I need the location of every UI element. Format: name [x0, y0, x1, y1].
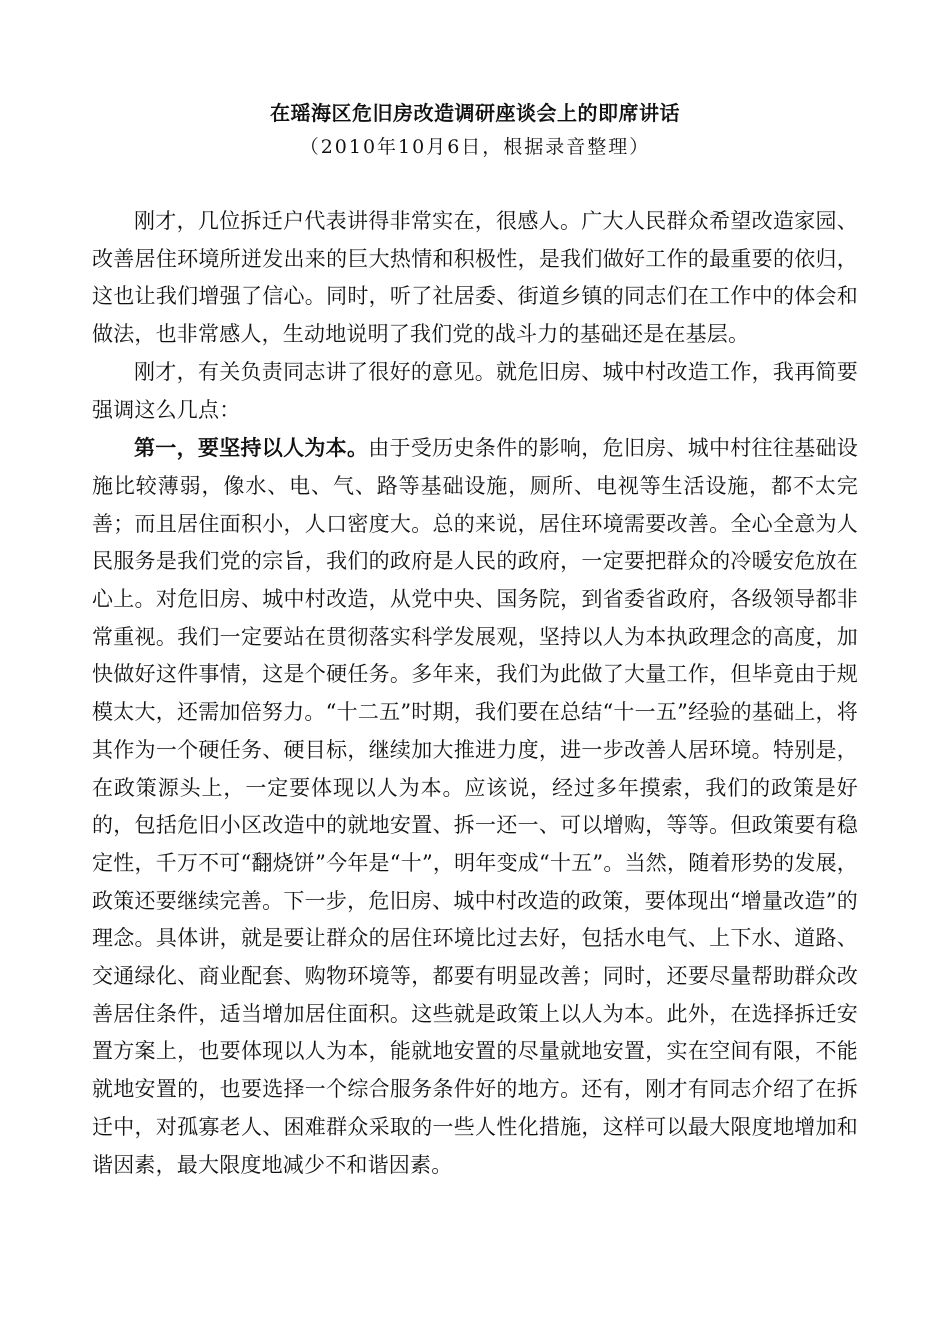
document-title: 在瑶海区危旧房改造调研座谈会上的即席讲话: [270, 101, 680, 125]
paragraph-3-text: 由于受历史条件的影响，危旧房、城中村往往基础设施比较薄弱，像水、电、气、路等基础设施，厕所、电视等生活设施，都不太完善；而且居住面积小，人口密度大。总的来说，居住环境需要改善。全心全意为人民服务是我们党的宗旨，我们的政府是人民的政府，一定要把群众的冷暖安危放在心上。对危旧房、城中村改造，从党中央、国务院，到省委省政府，各级领导都非常重视。我们一定要站在贯彻落实科学发展观，坚持以人为本执政理念的高度，加快做好这件事情，这是个硬任务。多年来，我们为此做了大量工作，但毕竟由于规模太大，还需加倍努力。“十二五”时期，我们要在总结“十一五”经验的基础上，将其作为一个硬任务、硬目标，继续加大推进力度，进一步改善人居环境。特别是，在政策源头上，一定要体现以人为本。应该说，经过多年摸索，我们的政策是好的，包括危旧小区改造中的就地安置、拆一还一、可以增购，等等。但政策要有稳定性，千万不可“翻烧饼”今年是“十”，明年变成“十五”。当然，随着形势的发展，政策还要继续完善。下一步，危旧房、城中村改造的政策，要体现出“增量改造”的理念。具体讲，就是要让群众的居住环境比过去好，包括水电气、上下水、道路、交通绿化、商业配套、购物环境等，都要有明显改善；同时，还要尽量帮助群众改善居住条件，适当增加居住面积。这些就是政策上以人为本。此外，在选择拆迁安置方案上，也要体现以人为本，能就地安置的尽量就地安置，实在空间有限，不能就地安置的，也要选择一个综合服务条件好的地方。还有，刚才有同志介绍了在拆迁中，对孤寡老人、困难群众采取的一些人性化措施，这样可以最大限度地增加和谐因素，最大限度地减少不和谐因素。: [92, 436, 858, 1177]
paragraph-1-text: 刚才，几位拆迁户代表讲得非常实在，很感人。广大人民群众希望改造家园、改善居住环境所迸发出来的巨大热情和积极性，是我们做好工作的最重要的依归，这也让我们增强了信心。同时，听了社居委、街道乡镇的同志们在工作中的体会和做法，也非常感人，生动地说明了我们党的战斗力的基础还是在基层。: [92, 209, 858, 347]
paragraph-1: [92, 203, 858, 354]
document-body: [92, 203, 858, 1184]
paragraph-2: [92, 354, 858, 429]
paragraph-3: [92, 429, 858, 1184]
document-subtitle: （2010年10月6日，根据录音整理）: [299, 136, 651, 158]
paragraph-2-text: 刚才，有关负责同志讲了很好的意见。就危旧房、城中村改造工作，我再简要强调这么几点：: [92, 359, 858, 422]
paragraph-3-heading: 第一，要坚持以人为本。: [134, 435, 369, 461]
